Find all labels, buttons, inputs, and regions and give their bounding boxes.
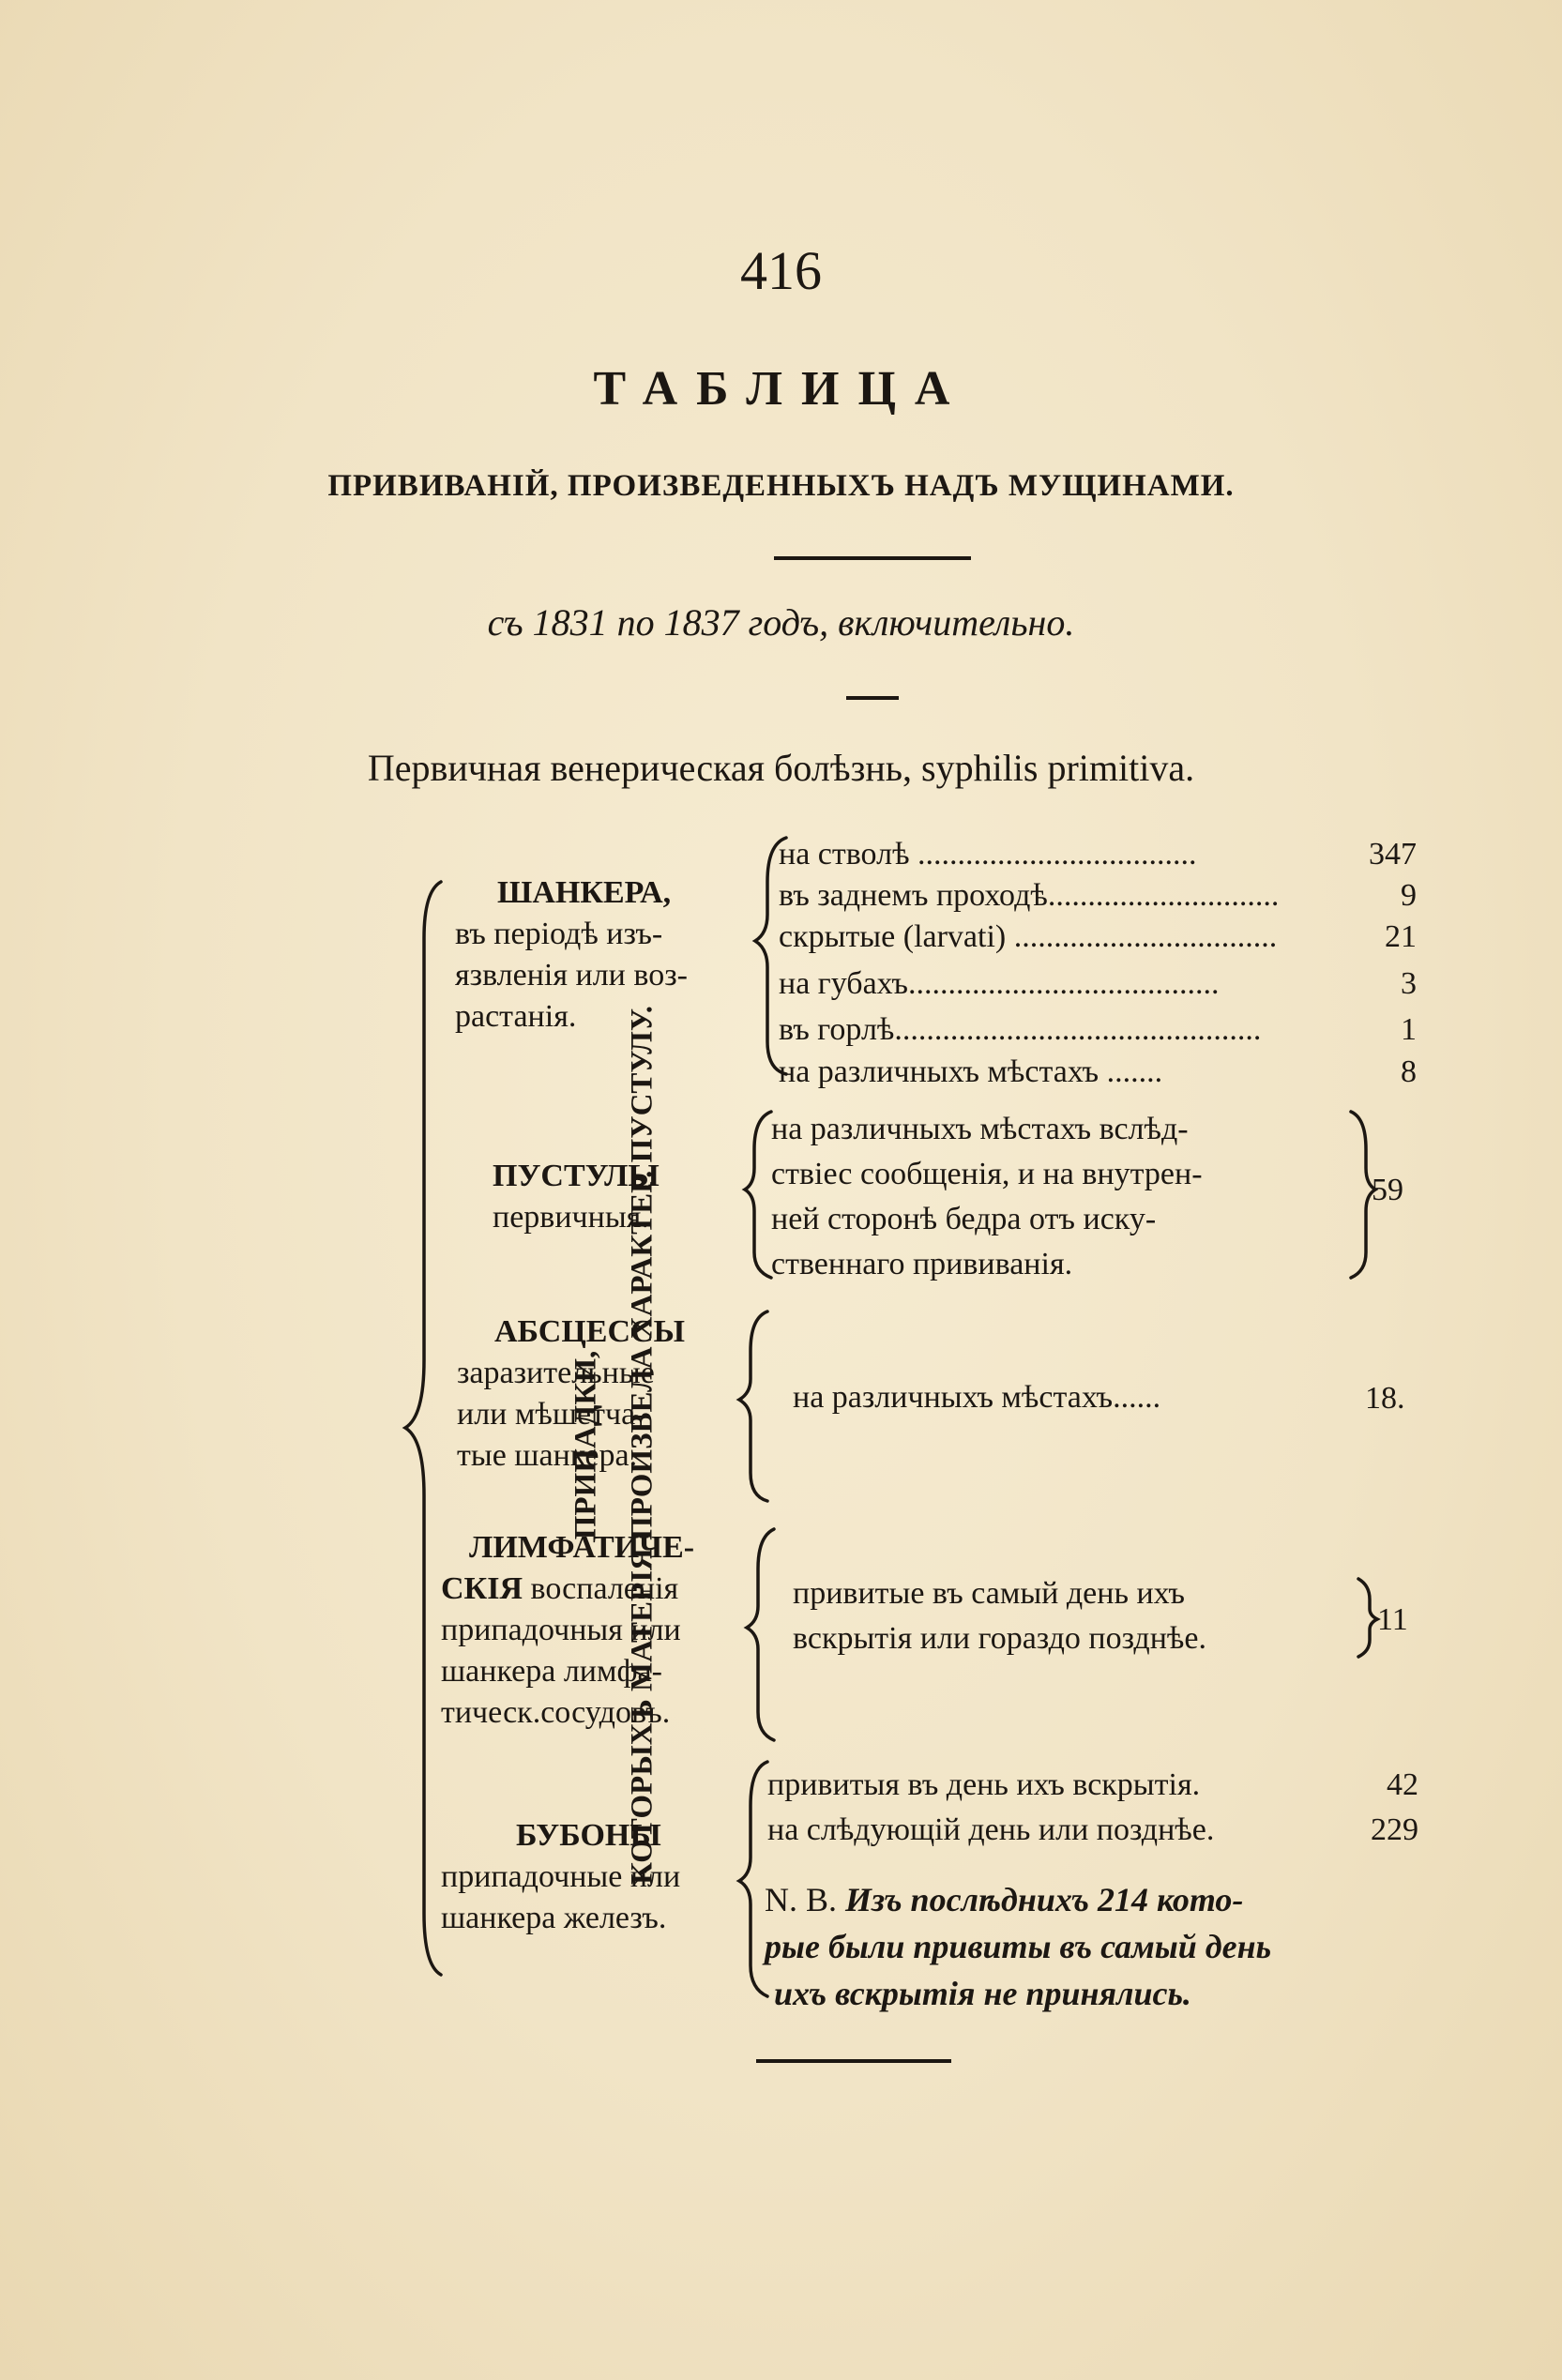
lymphatic-line: припадочныя или	[441, 1613, 681, 1647]
row-value: 3	[1401, 966, 1417, 1001]
disease-heading: Первичная венерическая болѣзнь, syphilis primitiva.	[367, 747, 1195, 789]
bubos-head: БУБОНЫ	[516, 1818, 661, 1853]
lymphatic-head2-rest: воспаленія	[523, 1571, 679, 1606]
row-value: 21	[1385, 919, 1417, 954]
row-value: 229	[1371, 1812, 1418, 1847]
row-value: 347	[1369, 837, 1417, 872]
pustules-text-line: ствіес сообщенія, и на внутрен-	[771, 1157, 1203, 1191]
row-value: 9	[1401, 878, 1417, 913]
chancres-head: ШАНКЕРА,	[497, 875, 672, 910]
row-label: привитыя въ день ихъ вскрытія.	[767, 1767, 1201, 1802]
bubos-brace	[739, 1762, 767, 1996]
note-line: Изъ послѣднихъ 214 кото-	[845, 1881, 1244, 1918]
abscesses-brace	[739, 1311, 767, 1501]
chancres-line: язвленія или воз-	[455, 958, 688, 993]
pustules-text-line: ственнаго прививанія.	[771, 1247, 1073, 1281]
bubos-line: припадочные или	[441, 1859, 681, 1894]
page-number: 416	[740, 240, 822, 301]
table-subtitle: ПРИВИВАНІЙ, ПРОИЗВЕДЕННЫХЪ НАДЪ МУЩИНАМИ.	[327, 469, 1235, 503]
lymphatic-line: тическ.сосудовъ.	[441, 1695, 671, 1730]
abscesses-head: АБСЦЕССЫ	[494, 1314, 685, 1349]
row-label: скрытые (larvati) .................................	[779, 919, 1278, 954]
abscesses-value: 18.	[1365, 1381, 1405, 1416]
chancres-line: растанія.	[455, 999, 577, 1034]
abscesses-line: или мѣшетча-	[457, 1397, 646, 1432]
lymphatic-line: шанкера лимфа-	[441, 1654, 662, 1689]
pustules-left-brace	[745, 1112, 771, 1278]
chancres-line: въ періодѣ изъ-	[455, 917, 663, 951]
note-lead: N. B.	[765, 1881, 838, 1918]
row-value: 1	[1401, 1012, 1417, 1047]
row-value: 42	[1387, 1767, 1418, 1802]
vertical-label-outer: ПРИПАДКИ,	[569, 1350, 603, 1540]
row-label: въ заднемъ проходѣ.............................	[779, 878, 1280, 913]
note-line: ихъ вскрытія не принялись.	[774, 1975, 1191, 2012]
row-label: на стволѣ ...................................	[779, 837, 1197, 872]
row-label: на слѣдующій день или позднѣе.	[767, 1812, 1215, 1847]
pustules-text-line: ней сторонѣ бедра отъ иску-	[771, 1202, 1157, 1236]
lymphatic-right-brace	[1358, 1579, 1377, 1657]
abscesses-text: на различныхъ мѣстахъ......	[793, 1380, 1161, 1415]
row-label: на губахъ.......................................	[779, 966, 1220, 1001]
lymphatic-text-line: привитые въ самый день ихъ	[793, 1576, 1185, 1611]
outer-brace	[405, 882, 441, 1975]
note-line: рые были привиты въ самый день	[765, 1928, 1272, 1965]
lymphatic-brace	[747, 1529, 774, 1740]
lymphatic-head2: СКІЯ	[441, 1571, 523, 1606]
lymphatic-value: 11	[1377, 1602, 1408, 1637]
chancres-brace	[755, 838, 786, 1074]
table-title: ТАБЛИЦА	[593, 362, 969, 416]
pustules-head: ПУСТУЛЫ	[493, 1159, 660, 1193]
row-label: на различныхъ мѣстахъ .......	[779, 1054, 1163, 1089]
lymphatic-head: ЛИМФАТИЧЕ-	[469, 1530, 695, 1565]
abscesses-line: тые шанкера.	[457, 1438, 638, 1473]
lymphatic-text-line: вскрытія или гораздо позднѣе.	[793, 1621, 1206, 1656]
pustules-line: первичныя.	[493, 1200, 649, 1235]
pustules-right-brace	[1351, 1112, 1375, 1278]
pustules-value: 59	[1372, 1173, 1403, 1207]
row-value: 8	[1401, 1054, 1417, 1089]
period-line: съ 1831 по 1837 годъ, включительно.	[487, 601, 1075, 644]
row-label: въ горлѣ..............................................	[779, 1012, 1262, 1047]
abscesses-line: заразительные	[457, 1356, 655, 1390]
vertical-label-inner: КОТОРЫХЪ МАТЕРІЯ ПРОИЗВЕЛА ХАРАКТЕР. ПУСТУЛУ.	[625, 1006, 660, 1885]
bubos-line: шанкера железъ.	[441, 1901, 667, 1935]
pustules-text-line: на различныхъ мѣстахъ вслѣд-	[771, 1112, 1189, 1146]
